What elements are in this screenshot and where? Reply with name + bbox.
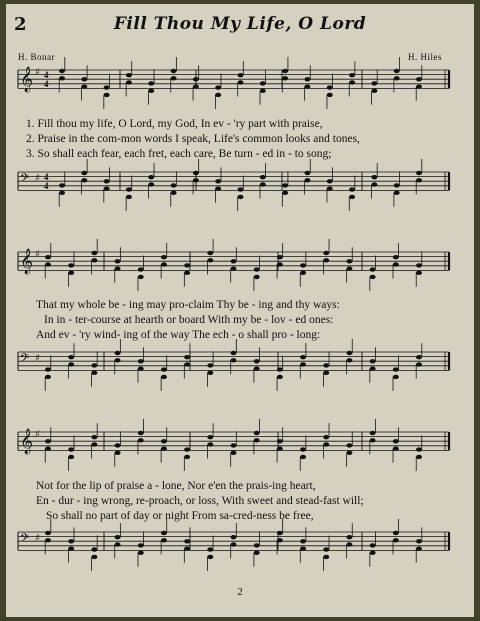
note-head [207,442,213,446]
note-head [207,555,213,559]
note-head [260,81,266,85]
note-head [394,76,400,80]
note-head [254,543,260,547]
key-signature-sharp: ♯ [35,353,40,364]
note-head [304,77,310,81]
note-head [138,267,144,271]
note-head [115,266,121,270]
note-head [327,179,333,183]
treble-clef: 𝄞 [20,67,34,92]
time-signature: 4 [44,79,49,89]
note-head [277,262,283,266]
note-head [68,271,74,275]
note-head [346,259,352,263]
note-head [416,178,422,182]
lyric-line: En - dur - ing wrong, re-proach, or loss, With sweet and stead-fast will; [36,495,364,507]
note-head [370,543,376,547]
note-head [148,81,154,85]
note-head [323,251,329,255]
note-head [207,547,213,551]
note-head [416,271,422,275]
note-head [45,367,51,371]
note-head [91,555,97,559]
note-head [370,366,376,370]
note-head [215,85,221,89]
note-head [207,251,213,255]
note-head [254,366,260,370]
note-head [277,538,283,542]
note-head [81,84,87,88]
note-head [277,255,283,259]
note-head [300,362,306,366]
note-head [416,362,422,366]
note-head [81,77,87,81]
note-head [393,255,399,259]
key-signature-sharp: ♯ [35,533,40,544]
note-head [184,455,190,459]
lyric-line: That my whole be - ing may pro-claim Thy be - ing and thy ways: [36,299,340,311]
note-head [91,251,97,255]
note-head [184,355,190,359]
note-head [138,359,144,363]
note-head [59,191,65,195]
note-head [91,371,97,375]
note-head [231,358,237,362]
note-head [215,93,221,97]
note-head [68,263,74,267]
note-head [371,81,377,85]
note-head [148,175,154,179]
key-signature-sharp: ♯ [35,429,40,440]
note-head [393,531,399,535]
note-head [207,371,213,375]
note-head [393,439,399,443]
bass-clef: 𝄢 [20,532,30,548]
note-head [238,80,244,84]
note-head [91,258,97,262]
note-head [416,455,422,459]
note-head [138,543,144,547]
note-head [161,367,167,371]
note-head [371,175,377,179]
note-head [394,191,400,195]
note-head [370,275,376,279]
note-head [304,171,310,175]
note-head [45,375,51,379]
note-head [45,255,51,259]
note-head [148,182,154,186]
note-head [300,447,306,451]
hymn-title: Fill Thou My Life, O Lord [113,14,367,34]
note-head [300,455,306,459]
note-head [231,443,237,447]
note-head [282,191,288,195]
note-head [416,447,422,451]
note-head [393,446,399,450]
note-head [416,77,422,81]
note-head [282,76,288,80]
note-head [171,69,177,73]
note-head [393,375,399,379]
note-head [371,182,377,186]
lyric-line: In in - ter-course at hearth or board With my be - lov - ed ones: [44,314,334,326]
note-head [394,183,400,187]
note-head [104,93,110,97]
note-head [91,442,97,446]
note-head [254,551,260,555]
note-head [171,76,177,80]
note-head [184,539,190,543]
note-head [161,375,167,379]
note-head [171,183,177,187]
note-head [346,351,352,355]
note-head [349,187,355,191]
time-signature: 4 [44,70,49,80]
note-head [148,89,154,93]
note-head [68,447,74,451]
lyric-line: Not for the lip of praise a - lone, Nor e'en the prais-ing heart, [36,480,316,492]
note-head [300,263,306,267]
bass-clef: 𝄢 [20,352,30,368]
note-head [59,183,65,187]
note-head [161,538,167,542]
note-head [416,263,422,267]
note-head [254,267,260,271]
note-head [370,359,376,363]
note-head [231,535,237,539]
note-head [184,362,190,366]
note-head [91,363,97,367]
note-head [161,255,167,259]
note-head [300,546,306,550]
note-head [416,355,422,359]
note-head [394,69,400,73]
note-head [184,447,190,451]
author-credit: H. Bonar [18,52,55,62]
note-head [161,439,167,443]
key-signature-sharp: ♯ [35,173,40,184]
lyric-line: 3. So shall each fear, each fret, each care, Be turn - ed in - to song; [26,148,332,160]
note-head [260,89,266,93]
note-head [45,262,51,266]
note-head [231,259,237,263]
note-head [68,546,74,550]
note-head [104,179,110,183]
note-head [304,84,310,88]
note-head [68,539,74,543]
note-head [254,275,260,279]
note-head [282,69,288,73]
bass-clef: 𝄢 [20,172,30,188]
note-head [138,275,144,279]
lyric-line: And ev - 'ry wind- ing of the way The ech - o shall pro - long: [36,329,321,341]
note-head [323,547,329,551]
note-head [393,367,399,371]
note-head [45,538,51,542]
note-head [161,446,167,450]
note-head [45,531,51,535]
note-head [207,435,213,439]
note-head [277,446,283,450]
note-head [161,531,167,535]
note-head [323,258,329,262]
note-head [323,371,329,375]
note-head [346,358,352,362]
note-head [393,262,399,266]
hymn-number: 2 [14,14,27,35]
note-head [193,77,199,81]
note-head [193,84,199,88]
note-head [91,547,97,551]
note-head [346,266,352,270]
note-head [68,455,74,459]
note-head [277,439,283,443]
note-head [184,546,190,550]
note-head [171,191,177,195]
note-head [238,73,244,77]
note-head [68,355,74,359]
note-head [349,80,355,84]
note-head [91,435,97,439]
note-head [115,358,121,362]
key-signature-sharp: ♯ [35,67,40,78]
note-head [215,179,221,183]
note-head [81,171,87,175]
note-head [346,451,352,455]
note-head [282,183,288,187]
note-head [81,178,87,182]
note-head [416,84,422,88]
note-head [416,539,422,543]
note-head [238,195,244,199]
note-head [115,451,121,455]
note-head [104,186,110,190]
note-head [327,93,333,97]
page-number: 2 [237,586,243,598]
note-head [346,443,352,447]
treble-clef: 𝄞 [20,249,34,274]
note-head [45,439,51,443]
note-head [138,551,144,555]
note-head [115,542,121,546]
lyric-line: So shall no part of day or night From sa-cred-ness be free, [46,510,314,522]
note-head [138,438,144,442]
note-head [300,271,306,275]
time-signature: 4 [44,172,49,182]
note-head [254,438,260,442]
note-head [115,351,121,355]
note-head [370,551,376,555]
note-head [126,73,132,77]
note-head [254,359,260,363]
note-head [346,535,352,539]
note-head [416,546,422,550]
note-head [327,85,333,89]
note-head [370,431,376,435]
note-head [115,535,121,539]
note-head [370,438,376,442]
note-head [231,542,237,546]
note-head [370,267,376,271]
note-head [346,542,352,546]
note-head [349,195,355,199]
note-head [393,538,399,542]
note-head [371,89,377,93]
note-head [304,178,310,182]
note-head [260,182,266,186]
note-head [231,351,237,355]
note-head [277,375,283,379]
note-head [59,76,65,80]
time-signature: 4 [44,181,49,191]
note-head [277,531,283,535]
note-head [59,69,65,73]
lyric-line: 2. Praise in the com-mon words I speak, Life's common looks and tones, [26,133,360,145]
note-head [349,73,355,77]
note-head [193,171,199,175]
lyric-line: 1. Fill thou my life, O Lord, my God, In ev - 'ry part with praise, [26,118,323,130]
note-head [238,187,244,191]
note-head [161,262,167,266]
note-head [126,195,132,199]
note-head [231,266,237,270]
note-head [254,431,260,435]
note-head [327,186,333,190]
note-head [68,362,74,366]
note-head [126,80,132,84]
note-head [115,259,121,263]
note-head [323,555,329,559]
note-head [184,263,190,267]
note-head [215,186,221,190]
note-head [104,85,110,89]
note-head [323,442,329,446]
note-head [126,187,132,191]
treble-clef: 𝄞 [20,429,34,454]
note-head [277,367,283,371]
note-head [193,178,199,182]
composer-credit: H. Hiles [408,52,442,62]
note-head [231,451,237,455]
note-head [45,446,51,450]
note-head [323,435,329,439]
note-head [138,366,144,370]
note-head [115,443,121,447]
note-head [207,363,213,367]
key-signature-sharp: ♯ [35,249,40,260]
note-head [184,271,190,275]
note-head [300,539,306,543]
note-head [207,258,213,262]
note-head [323,363,329,367]
note-head [300,355,306,359]
note-head [416,171,422,175]
note-head [138,431,144,435]
note-head [260,175,266,179]
